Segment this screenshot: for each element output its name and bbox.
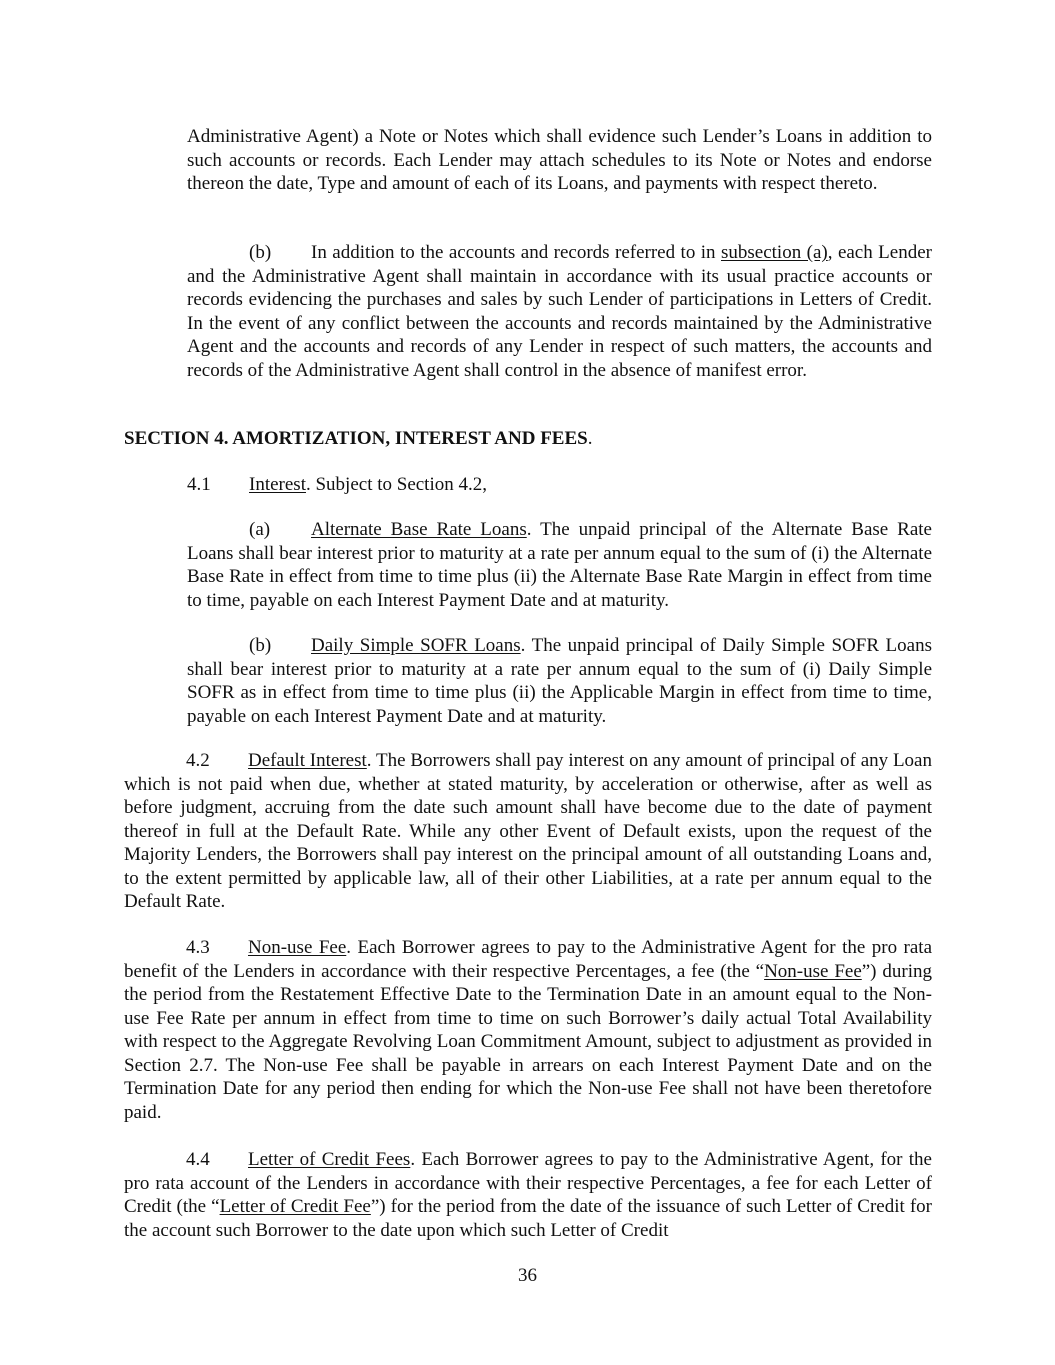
section-4-3: 4.3 Non-use Fee. Each Borrower agrees to pay to the Administrative Agent for the pro rata benefit of the Lenders in accordance with their respective Percentages, a fee (the “Non-use Fee”) during the period from the Restatement Effective Date to the Termination Date in an amount equal to the Non-use Fee Rate per annum in effect from time to time on such Borrower’s daily actual Total Availability with respect to the Aggregate Revolving Loan Commitment Amount, subject to adjustment as provided in Section 2.7. The Non-use Fee shall be payable in arrears on each Interest Payment Date and on the Termination Date for any period then ending for which the Non-use Fee shall not have been theretofore paid. [124, 937, 932, 1123]
section-4-2: 4.2 Default Interest. The Borrowers shall pay interest on any amount of principal of any Loan which is not paid when due, whether at stated maturity, by acceleration or otherwise, after as well as before judgment, accruing from the date such amount shall have become due to the date of payment thereof in full at the Default Rate. While any other Event of Default exists, upon the request of the Majority Lenders, the Borrowers shall pay interest on the principal amount of all outstanding Loans and, to the extent permitted by applicable law, all of their other Liabilities, at a rate per annum equal to the Default Rate. [124, 750, 932, 912]
section-number: 4.4 [186, 1149, 210, 1170]
section-title: Interest [249, 474, 306, 495]
item-number: (b) [249, 635, 272, 656]
section-number: 4.2 [186, 750, 210, 771]
page-number: 36 [518, 1265, 537, 1286]
cross-reference-link: subsection (a) [721, 242, 828, 263]
defined-term: Letter of Credit Fee [219, 1196, 371, 1217]
paragraph-continuation: Administrative Agent) a Note or Notes which shall evidence such Lender’s Loans in addition to such accounts or records. Each Lender may attach schedules to its Note or Notes and endorse thereon the date, Type and amount of each of its Loans, and payments with respect thereto. [187, 126, 932, 194]
subsection-title: Daily Simple SOFR Loans [311, 635, 521, 656]
section-title: Default Interest [248, 750, 367, 771]
item-number: (a) [249, 519, 271, 540]
section-4-1: 4.1 Interest. Subject to Section 4.2, [187, 474, 487, 495]
section-number: 4.1 [187, 474, 211, 495]
defined-term: Non-use Fee [764, 960, 862, 982]
section-number: 4.3 [186, 937, 210, 958]
section-title: Letter of Credit Fees [248, 1149, 411, 1170]
section-4-1-b: (b) Daily Simple SOFR Loans. The unpaid principal of Daily Simple SOFR Loans shall bear interest prior to maturity at a rate per annum equal to the sum of (i) Daily Simple SOFR as in effect from time to time plus (ii) the Applicable Margin in effect from time to time, payable on each Interest Payment Date and at maturity. [187, 635, 932, 727]
section-4-4: 4.4 Letter of Credit Fees. Each Borrower agrees to pay to the Administrative Agent, for the pro rata account of the Lenders in accordance with their respective Percentages, a fee for each Letter of Credit (the “Letter of Credit Fee”) for the period from the date of the issuance of such Letter of Credit for the account such Borrower to the date upon which such Letter of Credit [124, 1149, 933, 1241]
subsection-title: Alternate Base Rate Loans [311, 519, 527, 540]
paragraph-3-3-b: (b) In addition to the accounts and records referred to in subsection (a), each Lender and the Administrative Agent shall maintain in accordance with its usual practice accounts or records evidencing the purchases and sales by such Lender of participations in Letters of Credit. In the event of any conflict between the accounts and records maintained by the Administrative Agent and the accounts and records of any Lender in respect of such matters, the accounts and records of the Administrative Agent shall control in the absence of manifest error. [187, 242, 932, 381]
section-title: Non-use Fee [248, 937, 347, 958]
section-heading: SECTION 4. AMORTIZATION, INTEREST AND FEES. [124, 428, 593, 449]
item-number: (b) [249, 242, 272, 263]
section-4-1-a: (a) Alternate Base Rate Loans. The unpaid principal of the Alternate Base Rate Loans shall bear interest prior to maturity at a rate per annum equal to the sum of (i) the Alternate Base Rate in effect from time to time plus (ii) the Alternate Base Rate Margin in effect from time to time, payable on each Interest Payment Date and at maturity. [187, 519, 932, 611]
